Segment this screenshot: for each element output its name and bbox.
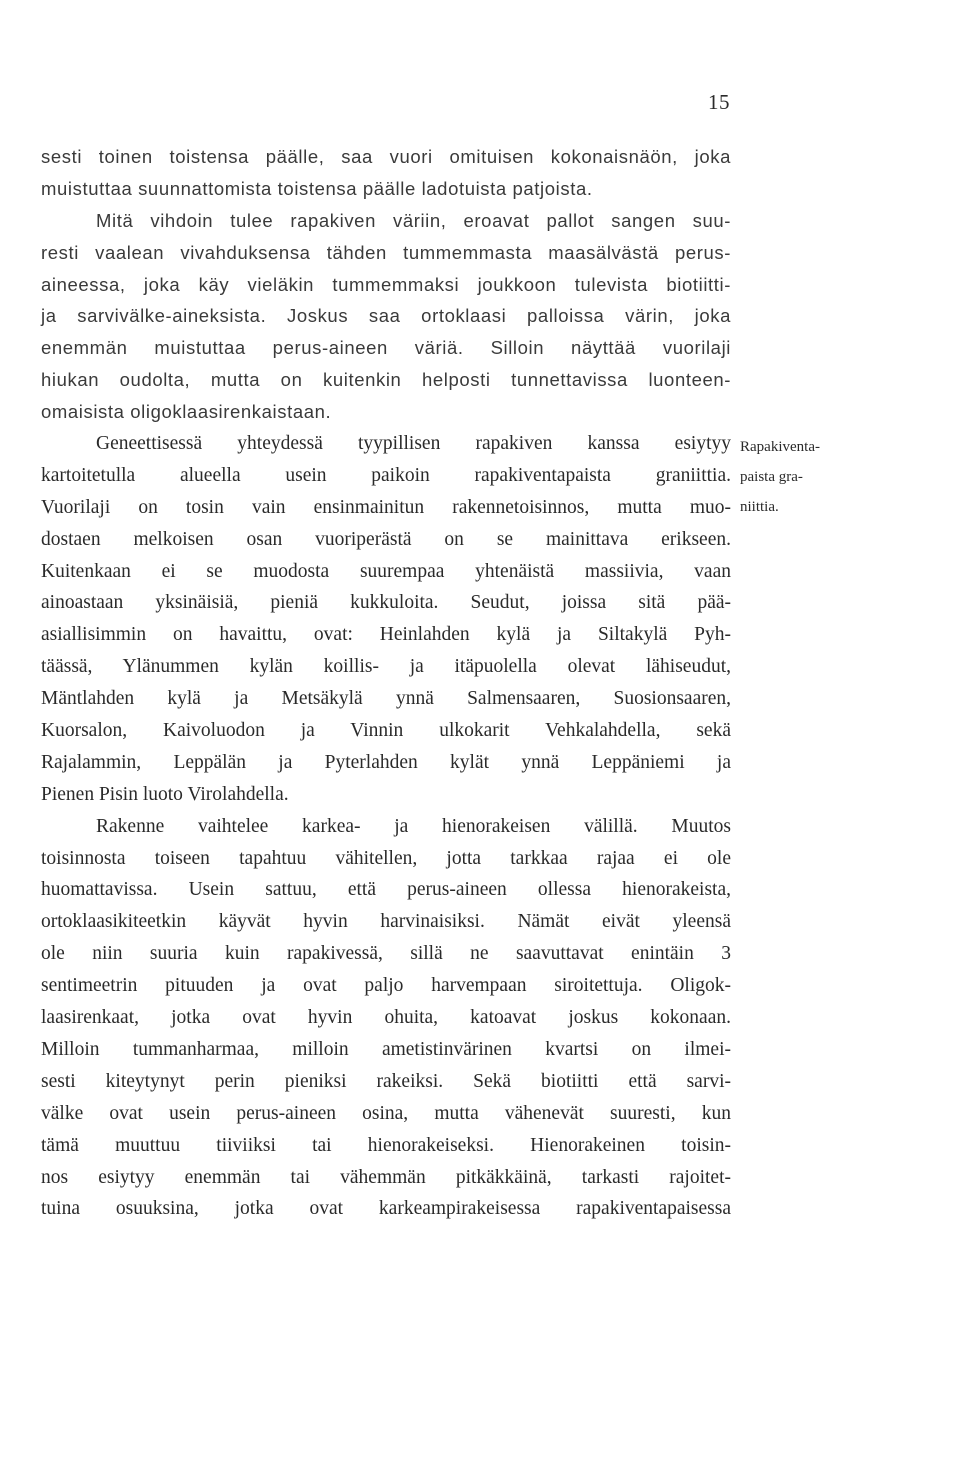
text-line: Pienen Pisin luoto Virolahdella. [41,783,289,805]
text-line: Mäntlahden kylä ja Metsäkylä ynnä Salmensaaren, Suosionsaaren, [41,688,731,710]
margin-note-line: Rapakiventa- [740,439,820,455]
text-line: resti vaalean vivahduksensa tähden tummemmasta maasälvästä perus- [41,241,731,263]
text-line: ja sarvivälke-aineksista. Joskus saa ortoklaasi palloissa värin, joka [41,305,731,327]
text-line: Milloin tummanharmaa, milloin ametistinvärinen kvartsi on ilmei- [41,1038,731,1060]
text-line: laasirenkaat, jotka ovat hyvin ohuita, katoavat joskus kokonaan. [41,1007,731,1029]
text-line: huomattavissa. Usein sattuu, että perus-aineen ollessa hienorakeista, [41,879,731,901]
page-number: 15 [708,90,730,114]
text-line: välke ovat usein perus-aineen osina, mutta vähenevät suuresti, kun [41,1102,731,1124]
text-line: Rajalammin, Leppälän ja Pyterlahden kylät ynnä Leppäniemi ja [41,751,731,773]
text-line: Mitä vihdoin tulee rapakiven väriin, eroavat pallot sangen suu- [96,209,731,231]
margin-note-line: niittia. [740,499,779,515]
text-line: sentimeetrin pituuden ja ovat paljo harvempaan siroitettuja. Oligok- [41,975,731,997]
text-line: ainoastaan yksinäisiä, pieniä kukkuloita. Seudut, joissa sitä pää- [41,592,731,614]
text-line: asiallisimmin on havaittu, ovat: Heinlahden kylä ja Siltakylä Pyh- [41,624,731,646]
text-line: muistuttaa suunnattomista toistensa päälle ladotuista patjoista. [41,177,593,199]
body-text [41,141,731,1225]
text-line: tämä muuttuu tiiviiksi tai hienorakeiseksi. Hienorakeinen toisin- [41,1134,731,1156]
text-line: sesti kiteytynyt perin pieniksi rakeiksi. Sekä biotiitti että sarvi- [41,1070,731,1092]
text-line: Kuorsalon, Kaivoluodon ja Vinnin ulkokarit Vehkalahdella, sekä [41,720,731,742]
text-line: dostaen melkoisen osan vuoriperästä on se mainittava erikseen. [41,528,731,550]
text-line: hiukan oudolta, mutta on kuitenkin helposti tunnettavissa luonteen- [41,369,731,391]
text-line: sesti toinen toistensa päälle, saa vuori omituisen kokonaisnäön, joka [41,146,731,167]
text-line: nos esiytyy enemmän tai vähemmän pitkäkkäinä, tarkasti rajoitet- [41,1166,731,1188]
text-line: Geneettisessä yhteydessä tyypillisen rapakiven kanssa esiytyy [96,433,731,455]
text-line: ole niin suuria kuin rapakivessä, sillä ne saavuttavat enintäin 3 [41,943,731,965]
margin-note [740,432,940,522]
text-line: tuina osuuksina, jotka ovat karkeampirakeisessa rapakiventapaisessa [41,1198,731,1220]
text-line: omaisista oligoklaasirenkaistaan. [41,401,332,423]
text-line: Kuitenkaan ei se muodosta suurempaa yhtenäistä massiivia, vaan [41,560,731,582]
text-line: enemmän muistuttaa perus-aineen väriä. Silloin näyttää vuorilaji [41,337,731,359]
text-line: aineessa, joka käy vieläkin tummemmaksi joukkoon tulevista biotiitti- [41,273,731,295]
text-line: Vuorilaji on tosin vain ensinmainitun rakennetoisinnos, mutta muo- [41,496,731,518]
margin-note-line: paista gra- [740,469,803,485]
text-line: Rakenne vaihtelee karkea- ja hienorakeisen välillä. Muutos [96,815,731,837]
text-line: toisinnosta toiseen tapahtuu vähitellen, jotta tarkkaa rajaa ei ole [41,847,731,869]
text-line: täässä, Ylänummen kylän koillis- ja itäpuolella olevat lähiseudut, [41,656,731,678]
text-line: ortoklaasikiteetkin käyvät hyvin harvinaisiksi. Nämät eivät yleensä [41,911,731,933]
text-line: kartoitetulla alueella usein paikoin rapakiventapaista graniittia. [41,464,731,486]
